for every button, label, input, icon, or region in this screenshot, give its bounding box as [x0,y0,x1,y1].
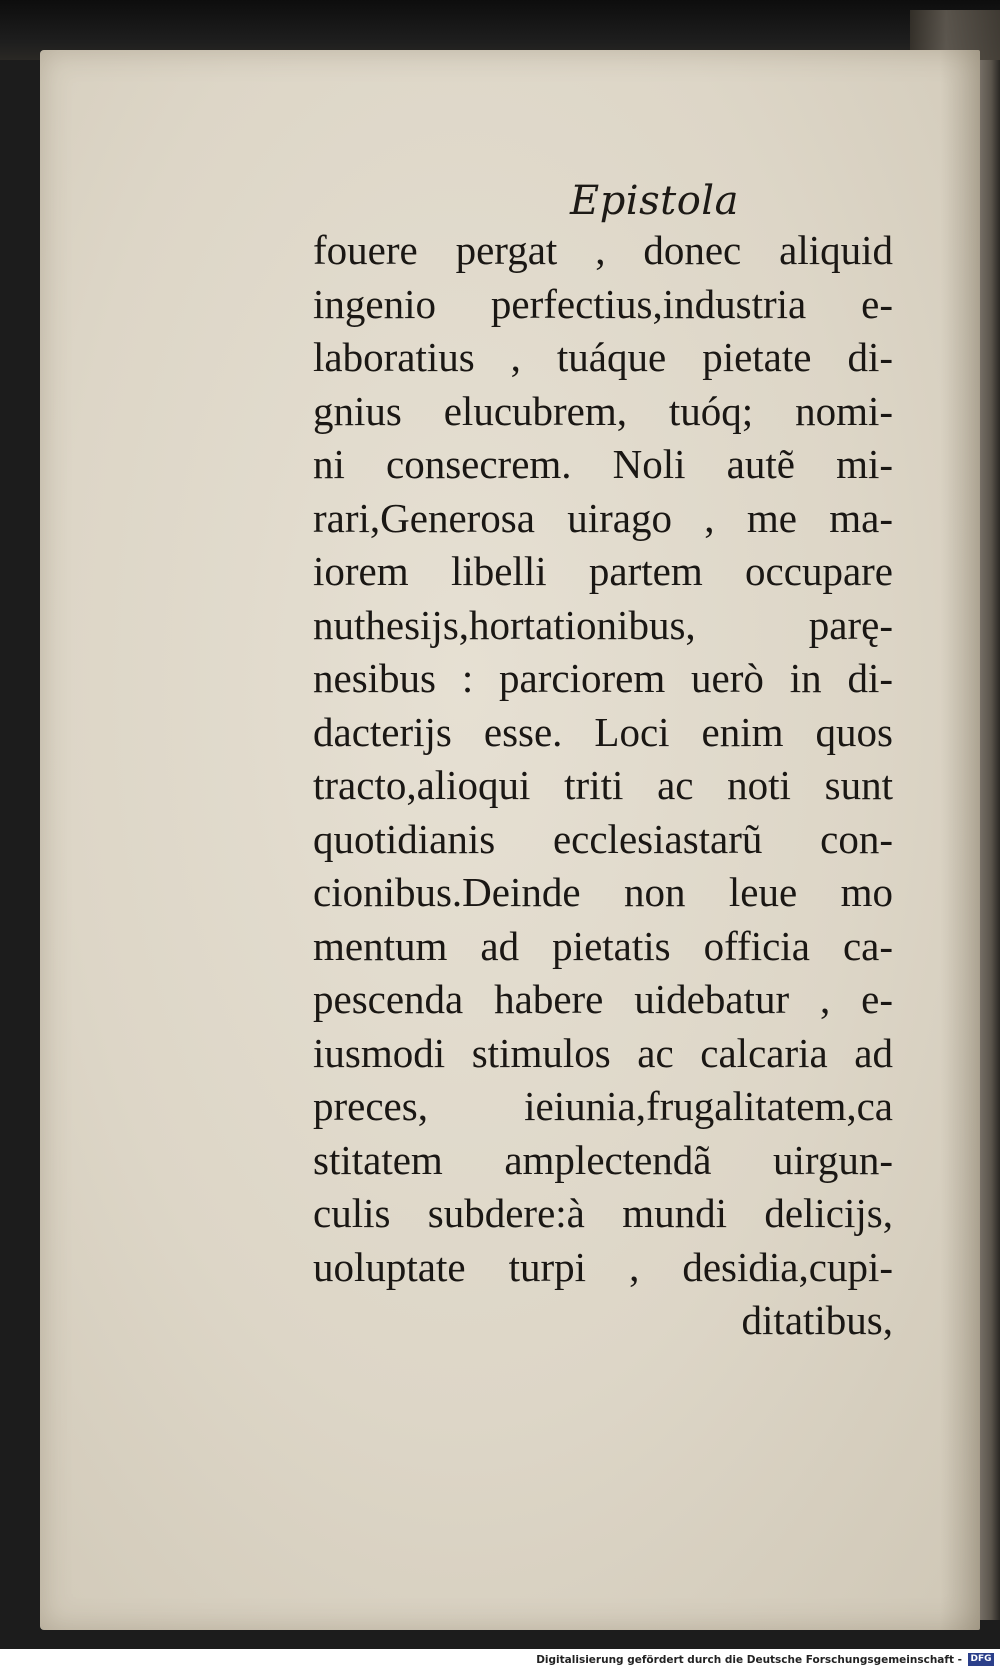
text-line-19: culis subdere:à mundi delicijs, [313,1190,893,1236]
text-line-9: nesibus : parciorem uerò in di- [313,655,893,701]
body-text [313,224,893,1348]
text-line-11: tracto,alioqui triti ac noti sunt [313,762,893,808]
text-line-2: ingenio perfectius,industria e- [313,280,893,327]
text-line-13: cionibus.Deinde non leue mo [313,869,893,915]
text-line-6: rari,Generosa uirago , me ma- [313,494,893,541]
text-line-12: quotidianis ecclesiastarũ con- [313,815,893,862]
running-header: Epistola [570,178,739,224]
text-line-17: preces, ieiunia,frugalitatem,ca [313,1083,893,1129]
text-line-10: dacterijs esse. Loci enim quos [313,708,893,755]
text-line-18: stitatem amplectendã uirgun- [313,1136,893,1183]
page-edge [978,60,1000,1620]
text-line-16: iusmodi stimulos ac calcaria ad [313,1029,893,1076]
catchword-line: ditatibus, [741,1297,893,1343]
footer-bar [0,1649,1000,1669]
text-line-15: pescenda habere uidebatur , e- [313,976,893,1022]
text-line-1: fouere pergat , donec aliquid [313,227,893,273]
text-line-4: gnius elucubrem, tuóq; nomi- [313,387,893,434]
funding-credit: Digitalisierung gefördert durch die Deutsche Forschungsgemeinschaft - [536,1654,962,1666]
dfg-logo: DFG [968,1653,994,1666]
text-line-14: mentum ad pietatis officia ca- [313,922,893,969]
text-line-5: ni consecrem. Noli autẽ mi- [313,441,893,487]
text-line-3: laboratius , tuáque pietate di- [313,334,893,380]
text-line-7: iorem libelli partem occupare [313,548,893,594]
text-line-8: nuthesijs,hortationibus, parę- [313,601,893,648]
text-line-20: uoluptate turpi , desidia,cupi- [313,1243,893,1290]
